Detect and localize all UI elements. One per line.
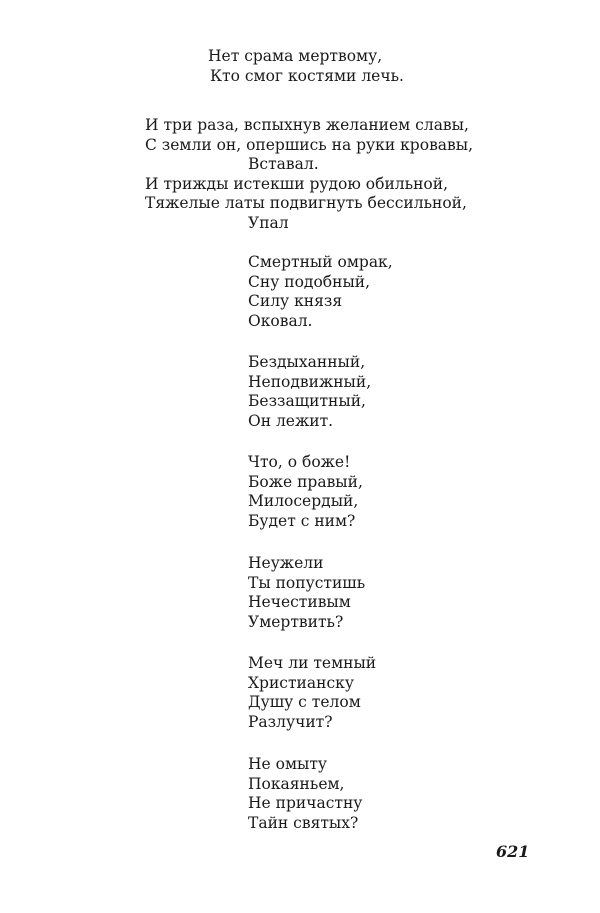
verse-line: Вставал.: [248, 155, 319, 174]
verse-line: Разлучит?: [248, 712, 333, 731]
verse-line: Упал: [248, 213, 289, 232]
verse-line: Душу с телом: [248, 693, 361, 712]
verse-line: Сну подобный,: [248, 272, 371, 291]
stanza: [208, 47, 404, 86]
verse-line: И три раза, вспыхнув желанием славы,: [145, 116, 469, 134]
stanza: [248, 453, 363, 531]
stanza: [248, 755, 362, 833]
stanza: [145, 116, 473, 234]
verse-line: Нет срама мертвому,: [208, 47, 383, 65]
verse-line: Силу князя: [248, 292, 343, 311]
stanza: [248, 353, 371, 431]
verse-line: Будет с ним?: [248, 511, 356, 530]
verse-line: Кто смог костями лечь.: [210, 66, 404, 85]
verse-line: Неподвижный,: [248, 372, 372, 391]
verse-line: Он лежит.: [248, 411, 334, 430]
verse-line: Неужели: [248, 554, 324, 572]
verse-line: Бездыханный,: [248, 353, 366, 371]
verse-line: Что, о боже!: [248, 453, 351, 471]
page-number: 621: [496, 842, 530, 861]
verse-line: Оковал.: [248, 311, 313, 330]
verse-line: И трижды истекши рудою обильной,: [145, 174, 448, 193]
verse-line: Покаяньем,: [248, 774, 345, 793]
verse-line: Боже правый,: [248, 472, 363, 491]
verse-line: Не омыту: [248, 755, 328, 773]
verse-line: Нечестивым: [248, 593, 351, 612]
verse-line: Умертвить?: [248, 612, 344, 631]
verse-line: Тайн святых?: [248, 813, 359, 832]
verse-line: С земли он, опершись на руки кровавы,: [145, 135, 474, 154]
stanza: [248, 253, 393, 331]
verse-line: Ты попустишь: [248, 573, 366, 592]
verse-line: Не причастну: [248, 794, 363, 813]
verse-line: Тяжелые латы подвигнуть бессильной,: [145, 194, 467, 213]
verse-line: Смертный омрак,: [248, 253, 393, 271]
stanza: [248, 554, 365, 632]
stanza: [248, 654, 376, 732]
verse-line: Меч ли темный: [248, 654, 377, 672]
verse-line: Христианску: [248, 673, 354, 692]
verse-line: Беззащитный,: [248, 392, 366, 411]
verse-line: Милосердый,: [248, 492, 359, 511]
